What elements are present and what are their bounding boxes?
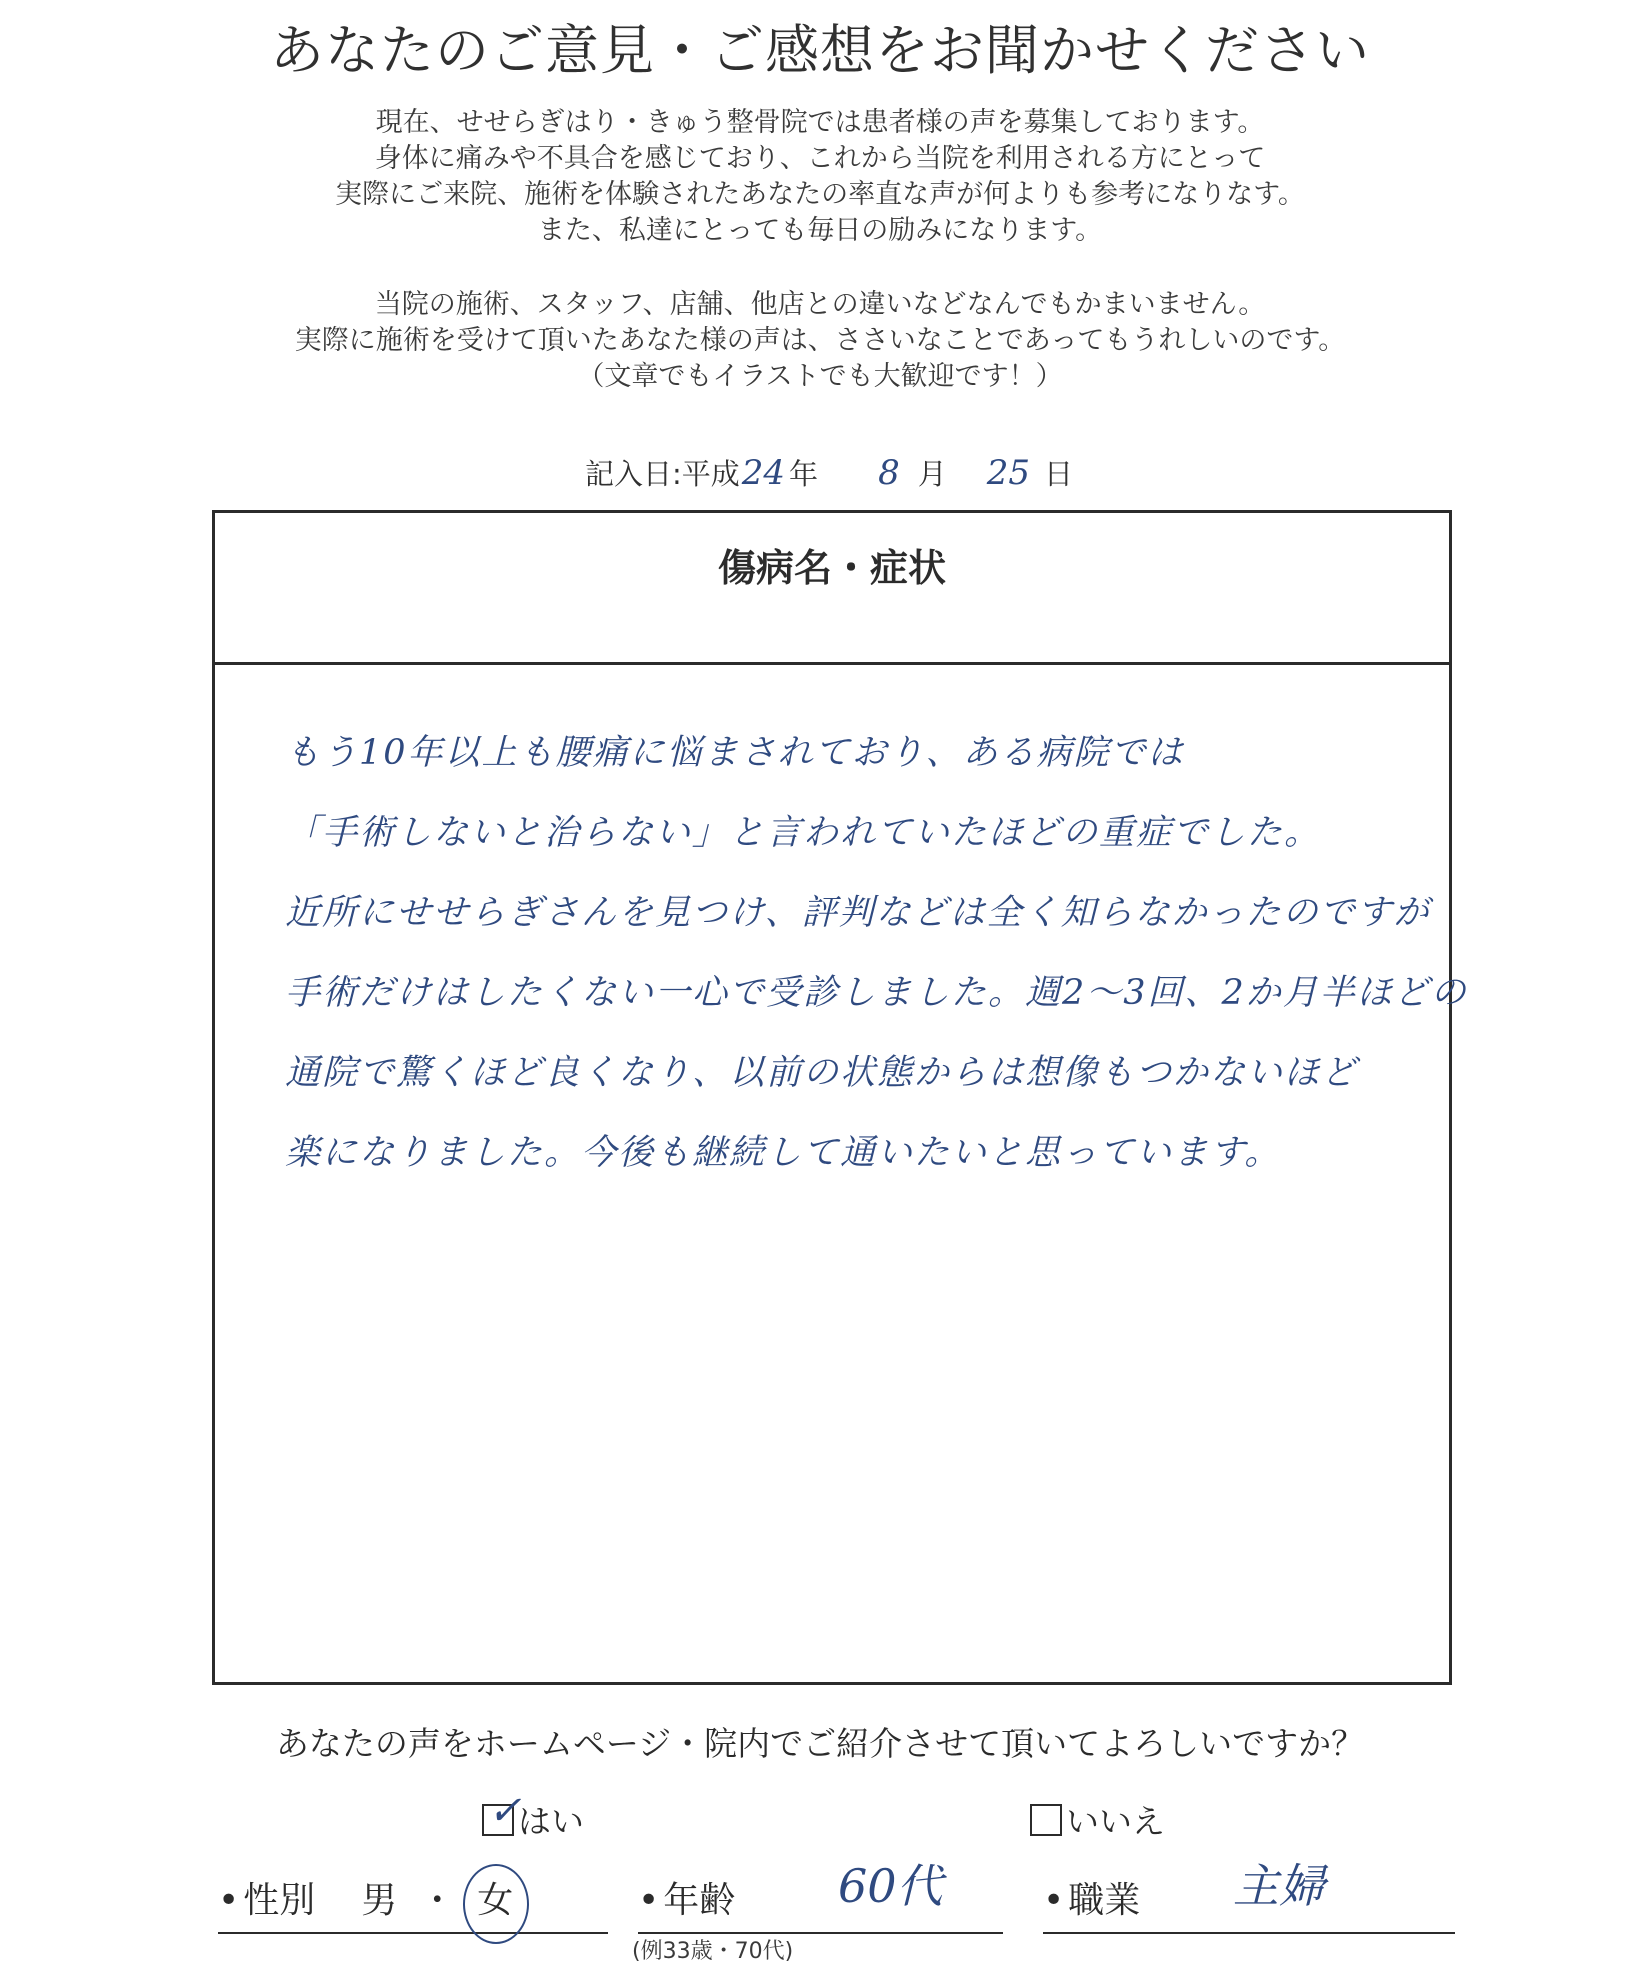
intro-line: （文章でもイラストでも大歓迎です！） [577,361,1063,392]
page-title: あなたのご意見・ご感想をお聞かせください [270,19,1370,82]
gender-option-female[interactable] [477,1872,513,1923]
bullet: • [218,1880,240,1921]
intro-line: 身体に痛みや不具合を感じており、これから当院を利用される方にとって [374,143,1266,174]
consent-no-option[interactable] [1030,1796,1165,1843]
handwritten-line: 通院で驚くほど良くなり、以前の状態からは想像もつかないほど [285,1053,1359,1093]
gender-label: 性別 [243,1880,316,1921]
intro-line: 実際に施術を受けて頂いたあなた様の声は、ささいなことであってもうれしいのです。 [294,325,1346,356]
symptoms-heading: 傷病名・症状 [215,513,1449,665]
date-day-unit: 日 [1043,457,1073,491]
intro-text [0,105,1640,395]
consent-question: あなたの声をホームページ・院内でご紹介させて頂いてよろしいですか？ [275,1724,1365,1763]
occupation-field[interactable] [1043,1859,1455,1934]
age-label: 年齢 [663,1880,736,1921]
checkbox-icon[interactable] [1030,1804,1062,1836]
age-field[interactable] [638,1859,1003,1934]
entry-date [585,452,1105,493]
consent-no-label: いいえ [1066,1802,1165,1841]
gender-option-male[interactable]: 男 [361,1880,398,1921]
gender-field[interactable] [218,1872,608,1934]
occupation-value: 主婦 [1233,1859,1325,1913]
handwritten-line: 楽になりました。今後も継続して通いたいと思っています。 [285,1133,1282,1173]
check-mark-icon: ✓ [488,1788,522,1834]
checkbox-checked-icon[interactable] [482,1788,522,1836]
date-year-unit: 年 [789,457,819,491]
intro-line: また、私達にとっても毎日の励みになります。 [537,215,1103,246]
age-value: 60代 [838,1859,943,1913]
gender-female-label: 女 [477,1880,514,1921]
date-day[interactable]: 25 [986,453,1030,493]
selection-circle-icon [463,1864,529,1944]
bullet: • [1043,1880,1065,1921]
bullet: • [638,1880,660,1921]
symptoms-text-area[interactable] [215,665,1468,1193]
date-era-year[interactable]: 24 [741,453,786,493]
handwritten-line: 手術だけはしたくない一心で受診しました。週2〜3回、2か月半ほどの [285,973,1468,1013]
date-month-unit: 月 [917,457,947,491]
intro-line: 実際にご来院、施術を体験されたあなたの率直な声が何よりも参考になりなす。 [335,179,1305,210]
handwritten-line: 「手術しないと治らない」と言われていたほどの重症でした。 [285,813,1322,853]
consent-yes-option[interactable] [482,1788,584,1843]
gender-separator: ・ [419,1880,456,1921]
symptoms-box [212,510,1468,1685]
consent-yes-label: はい [518,1802,584,1841]
age-example: (例33歳・70代) [632,1939,794,1964]
intro-line: 現在、せせらぎはり・きゅう整骨院では患者様の声を募集しております。 [375,107,1265,138]
handwritten-line: もう10年以上も腰痛に悩まされており、ある病院では [285,733,1185,773]
date-label: 記入日:平成 [585,457,740,491]
handwritten-line: 近所にせせらぎさんを見つけ、評判などは全く知らなかったのですが [285,893,1431,933]
occupation-label: 職業 [1068,1880,1141,1921]
date-month[interactable]: 8 [878,453,900,493]
intro-line: 当院の施術、スタッフ、店舗、他店との違いなどなんでもかまいません。 [374,289,1266,320]
